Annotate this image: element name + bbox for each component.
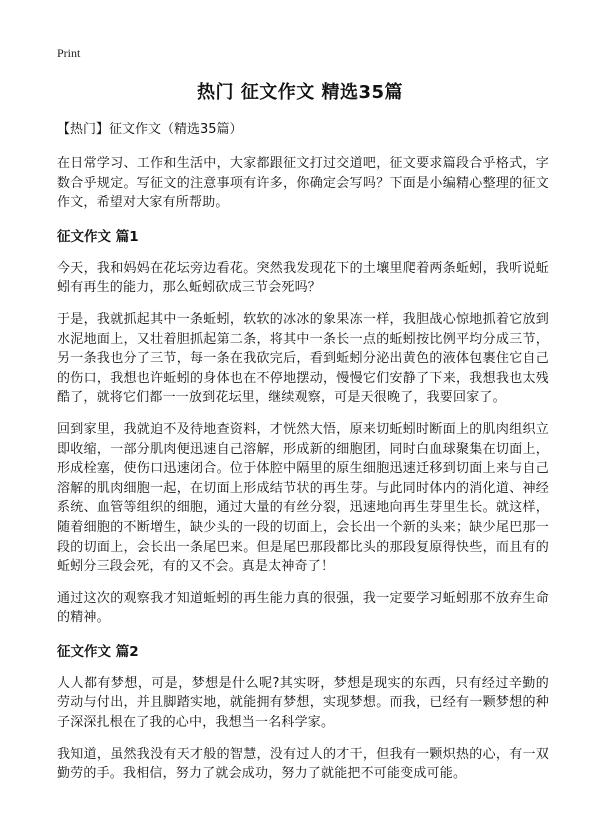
section-1-paragraph-3: 回到家里，我就迫不及待地查资料，才恍然大悟，原来切蚯蚓时断面上的肌肉组织立即收缩，一部分肌肉便迅速自己溶解，形成新的细胞团，同时白血球聚集在切面上，形成栓塞，使伤口迅速闭合。位于体腔中隔里的原生细胞迅速迁移到切面上来与自己溶解的肌肉细胞一起，在切面上形成结节状的再生芽。与此同时体内的消化道、神经系统、血管等组织的细胞，通过大量的有丝分裂，迅速地向再生芽里生长。就这样，随着细胞的不断增生，缺少头的一段的切面上，会长出一个新的头来；缺少尾巴那一段的切面上，会长出一条尾巴来。但是尾巴那段都比头的那段复原得快些，而且有的蚯蚓分三段会死，有的又不会。真是太神奇了！ xyxy=(57,421,549,575)
intro-paragraph: 在日常学习、工作和生活中，大家都跟征文打过交道吧，征文要求篇段合乎格式，字数合乎规定。写征文的注意事项有许多，你确定会写吗？下面是小编精心整理的征文作文，希望对大家有所帮助。 xyxy=(57,156,549,211)
section-2-paragraph-1: 人人都有梦想，可是，梦想是什么呢?其实呀，梦想是现实的东西，只有经过辛勤的劳动与付出，并且脚踏实地，就能拥有梦想，实现梦想。而我，已经有一颗梦想的种子深深扎根在了我的心中，我想当一名科学家。 xyxy=(57,675,549,731)
section-2-paragraph-2: 我知道，虽然我没有天才般的智慧，没有过人的才干，但我有一颗炽热的心，有一双勤劳的手。我相信，努力了就会成功，努力了就能把不可能变成可能。 xyxy=(57,746,549,782)
page-title: 热门 征文作文 精选35篇 xyxy=(196,82,404,103)
print-label: Print xyxy=(57,46,81,60)
section-heading-2: 征文作文 篇2 xyxy=(57,643,139,660)
document-body xyxy=(57,120,549,796)
section-1-paragraph-2: 于是，我就抓起其中一条蚯蚓，软软的冰冰的象果冻一样，我胆战心惊地抓着它放到水泥地面上，又壮着胆抓起第二条，将其中一条长一点的蚯蚓按比例平均分成三节，另一条我也分了三节，每一条在我砍完后，看到蚯蚓分泌出黄色的液体包裹住它自己的伤口，我想也许蚯蚓的身体也在不停地摆动，慢慢它们安静了下来，我想我也太残酷了，就将它们都一一放到花坛里，继续观察，可是天很晚了，我要回家了。 xyxy=(57,311,549,406)
section-1-paragraph-1: 今天，我和妈妈在花坛旁边看花。突然我发现花下的土壤里爬着两条蚯蚓，我听说蚯蚓有再生的能力，那么蚯蚓砍成三节会死吗？ xyxy=(57,260,549,296)
section-1-paragraph-4: 通过这次的观察我才知道蚯蚓的再生能力真的很强，我一定要学习蚯蚓那不放弃生命的精神。 xyxy=(57,590,549,626)
section-heading-1: 征文作文 篇1 xyxy=(57,228,139,245)
document-subtitle: 【热门】征文作文（精选35篇） xyxy=(57,122,243,137)
